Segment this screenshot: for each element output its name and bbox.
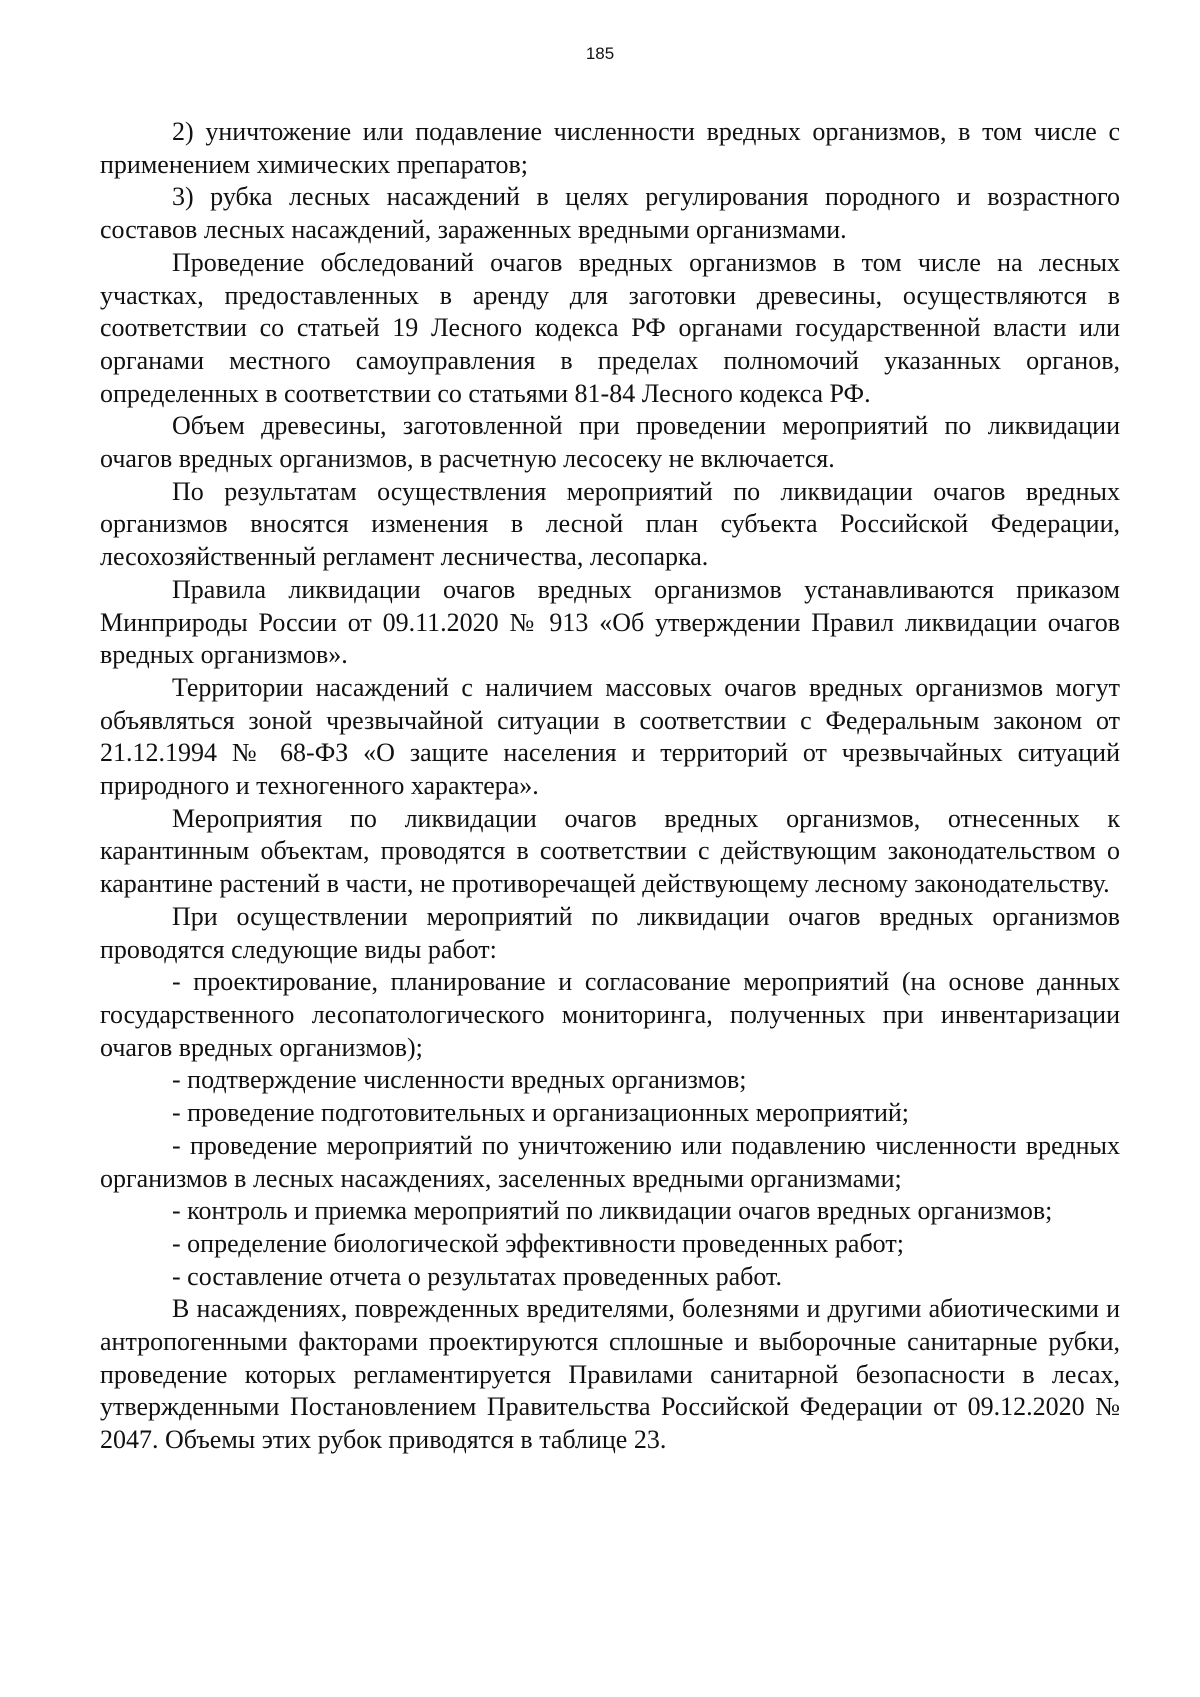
paragraph: По результатам осуществления мероприятий по ликвидации очагов вредных организмов вносятся изменения в лесной план субъекта Российской Федерации, лесохозяйственный регламент лесничества, лесопарка.: [100, 476, 1120, 572]
paragraph: Правила ликвидации очагов вредных организмов устанавливаются приказом Минприроды России от 09.11.2020 № 913 «Об утверждении Правил ликвидации очагов вредных организмов».: [100, 574, 1120, 670]
paragraph: В насаждениях, поврежденных вредителями, болезнями и другими абиотическими и антропогенными факторами проектируются сплошные и выборочные санитарные рубки, проведение которых регламентируется Правилами санитарной безопасности в лесах, утвержденными Постановлением Правительства Российской Федерации от 09.12.2020 № 2047. Объемы этих рубок приводятся в таблице 23.: [100, 1294, 1120, 1455]
body-text: [100, 116, 1120, 1457]
list-item: - контроль и приемка мероприятий по ликвидации очагов вредных организмов;: [172, 1196, 1053, 1226]
paragraph: 3) рубка лесных насаждений в целях регулирования породного и возрастного составов лесных насаждений, зараженных вредными организмами.: [100, 182, 1120, 245]
paragraph: 2) уничтожение или подавление численности вредных организмов, в том числе с применением химических препаратов;: [100, 117, 1120, 179]
paragraph: Территории насаждений с наличием массовых очагов вредных организмов могут объявляться зоной чрезвычайной ситуации в соответствии с Федеральным законом от 21.12.1994 № 68-ФЗ «О защите населения и территорий от чрезвычайных ситуаций природного и техногенного характера».: [100, 672, 1120, 801]
list-item: - подтверждение численности вредных организмов;: [172, 1065, 747, 1095]
page-number: 185: [585, 44, 615, 63]
list-item: - проектирование, планирование и согласование мероприятий (на основе данных государственного лесопатологического мониторинга, полученных при инвентаризации очагов вредных организмов);: [100, 967, 1120, 1062]
paragraph: Мероприятия по ликвидации очагов вредных организмов, отнесенных к карантинным объектам, проводятся в соответствии с действующим законодательством о карантине растений в части, не противоречащей действующему лесному законодательству.: [100, 803, 1120, 899]
paragraph: Объем древесины, заготовленной при проведении мероприятий по ликвидации очагов вредных организмов, в расчетную лесосеку не включается.: [100, 411, 1120, 474]
paragraph: Проведение обследований очагов вредных организмов в том числе на лесных участках, предоставленных в аренду для заготовки древесины, осуществляются в соответствии со статьей 19 Лесного кодекса РФ органами государственной власти или органами местного самоуправления в пределах полномочий указанных органов, определенных в соответствии со статьями 81-84 Лесного кодекса РФ.: [100, 247, 1120, 408]
list-item: - составление отчета о результатах проведенных работ.: [172, 1261, 782, 1291]
list-item: - определение биологической эффективности проведенных работ;: [172, 1228, 904, 1258]
list-item: - проведение подготовительных и организационных мероприятий;: [172, 1098, 910, 1128]
paragraph: При осуществлении мероприятий по ликвидации очагов вредных организмов проводятся следующие виды работ:: [100, 901, 1120, 964]
list-item: - проведение мероприятий по уничтожению или подавлению численности вредных организмов в лесных насаждениях, заселенных вредными организмами;: [100, 1130, 1120, 1193]
